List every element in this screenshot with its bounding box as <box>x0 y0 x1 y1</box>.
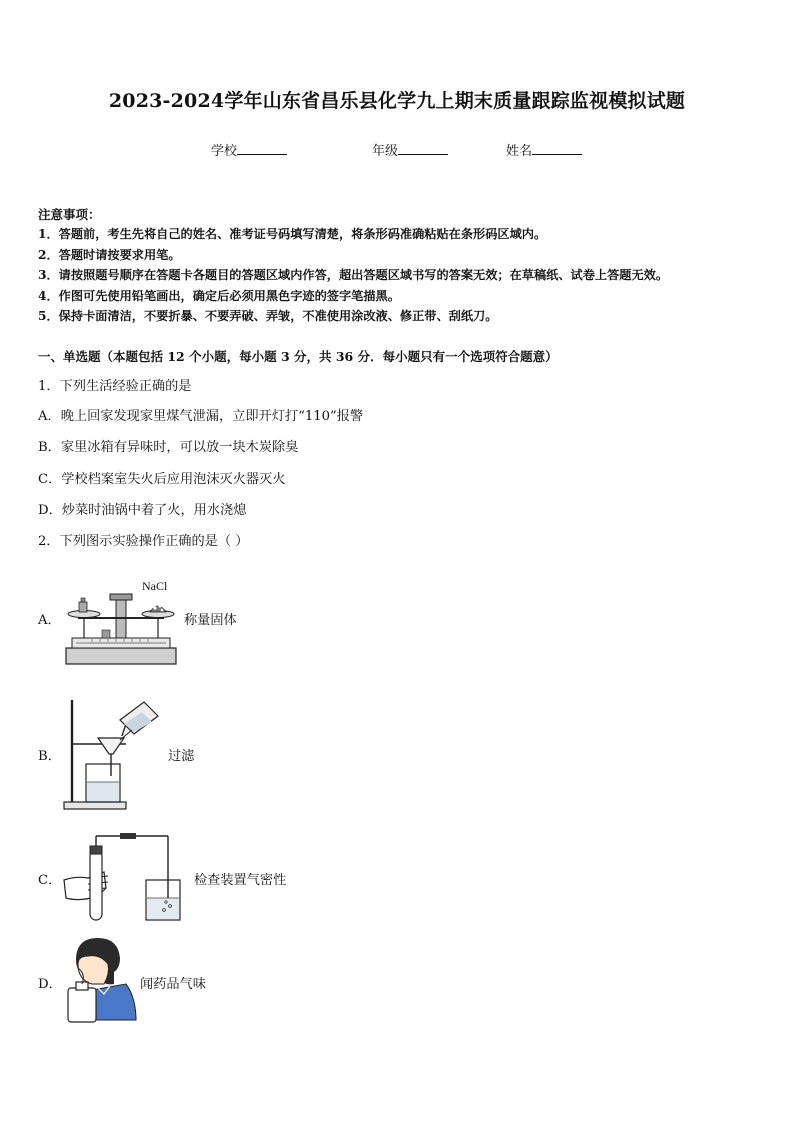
section-heading: 一、单选题（本题包括 12 个小题，每小题 3 分，共 36 分．每小题只有一个选项符合题意） <box>38 349 558 364</box>
question-1-stem: 1．下列生活经验正确的是 <box>38 379 192 394</box>
q2-option-c-letter: C． <box>38 873 62 888</box>
q2-option-a-caption: 称量固体 <box>184 613 237 628</box>
q2-option-b-letter: B． <box>38 749 61 764</box>
q1-option-a: A．晚上回家发现家里煤气泄漏，立即开灯打“110”报警 <box>38 409 364 424</box>
q2-option-c-caption: 检查装置气密性 <box>194 873 287 888</box>
notice-item-3: 3．请按照题号顺序在答题卡各题目的答题区域内作答，超出答题区域书写的答案无效；在草稿纸、试卷上答题无效。 <box>38 268 669 282</box>
grade-blank <box>398 142 448 155</box>
q2-option-b-caption: 过滤 <box>168 749 195 764</box>
school-field <box>211 140 287 159</box>
school-label: 学校 <box>211 144 238 159</box>
name-label: 姓名 <box>506 144 533 159</box>
nacl-label: NaCl <box>142 579 168 593</box>
school-blank <box>237 142 287 155</box>
balance-scale-icon <box>62 590 184 670</box>
notice-item-4: 4．作图可先使用铅笔画出，确定后必须用黑色字迹的签字笔描黑。 <box>38 289 400 303</box>
notice-heading: 注意事项： <box>38 207 101 222</box>
smelling-chemical-icon <box>64 934 138 1024</box>
notice-item-5: 5．保持卡面清洁，不要折暴、不要弄破、弄皱，不准使用涂改液、修正带、刮纸刀。 <box>38 309 498 323</box>
grade-label: 年级 <box>372 144 399 159</box>
question-2-stem: 2．下列图示实验操作正确的是（ ） <box>38 534 249 549</box>
q2-option-d-letter: D． <box>38 977 62 992</box>
q1-option-b: B．家里冰箱有异味时，可以放一块木炭除臭 <box>38 440 299 455</box>
q2-option-a-letter: A． <box>38 613 61 628</box>
filtration-setup-icon <box>62 694 166 814</box>
page-title: 2023-2024学年山东省昌乐县化学九上期末质量跟踪监视模拟试题 <box>108 90 686 112</box>
grade-field <box>372 140 448 159</box>
notice-item-1: 1．答题前，考生先将自己的姓名、准考证号码填写清楚，将条形码准确粘贴在条形码区域内。 <box>38 227 547 241</box>
notice-item-2: 2．答题时请按要求用笔。 <box>38 248 181 262</box>
name-blank <box>532 142 582 155</box>
name-field <box>506 140 582 159</box>
q1-option-d: D．炒菜时油锅中着了火，用水浇熄 <box>38 503 247 518</box>
airtightness-check-icon <box>62 832 188 924</box>
q2-option-d-caption: 闻药品气味 <box>140 977 206 992</box>
q1-option-c: C．学校档案室失火后应用泡沫灭火器灭火 <box>38 472 286 487</box>
